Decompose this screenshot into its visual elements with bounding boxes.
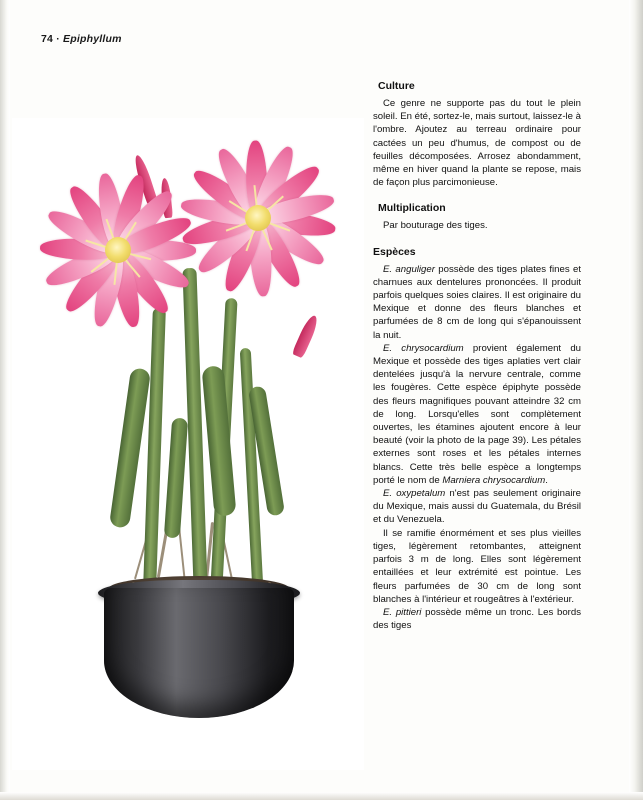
flat-stem-blade	[164, 418, 188, 539]
photo-composition	[12, 118, 364, 770]
section-spacer	[373, 233, 581, 246]
paragraph-multiplication-1: Par bouturage des tiges.	[383, 220, 488, 232]
scan-edge-right	[629, 0, 643, 800]
flower-center	[105, 237, 131, 263]
paragraph-culture-1: Ce genre ne supporte pas du tout le plein soleil. En été, sortez-le, mais surtout, laissez-le à l'ombre. Ajoutez au terreau ordinaire pour cactées un peu d'humus, de compost ou de feuilles décomposées. Arrosez abondamment, même en hiver quand la plante se repose, mais de façon plus parcimonieuse.	[373, 98, 581, 189]
flat-stem-blade	[109, 367, 151, 528]
header-genus-name: Epiphyllum	[63, 33, 122, 45]
flower-bud	[292, 313, 321, 358]
page-number: 74	[41, 33, 54, 45]
paragraph-especes-4: Il se ramifie énormément et ses plus vieilles tiges, légèrement retombantes, atteignent parfois 3 m de long. Elles sont légèrement entaillées et leur extrémité est pointue. Les fleurs parfumées de 30 cm de long sont blanches à l'intérieur et rougeâtres à l'extérieur.	[373, 527, 581, 605]
paragraph-especes-2: E. chrysocardium provient également du Mexique et possède des tiges aplaties vert clair dentelées jusqu'à la nervure centrale, comme les fougères. Cette espèce épiphyte possède des fleurs magnifiques pouvant atteindre 32 cm de long. Lorsqu'elles sont complètement ouvertes, les étamines ajoutent encore à leur beauté (voir la photo de la page 39). Les pétales externes sont roses et les pétales internes blancs. Cette très belle espèce a longtemps porté le nom de Marniera chrysocardium.	[373, 342, 581, 486]
heading-culture: Culture	[378, 80, 415, 92]
header-separator: ·	[56, 33, 60, 45]
text-column	[373, 80, 581, 632]
flower-center	[245, 205, 271, 231]
scan-edge-left	[0, 0, 10, 800]
paragraph-especes-1: E. anguliger possède des tiges plates fines et charnues aux dentelures prononcées. Il produit parfois quelques soies claires. Il est originaire du Mexique et donne des fleurs blanches et parfumées de 8 cm de long qui s'épanouissent la nuit.	[373, 263, 581, 341]
plant-photograph	[12, 118, 364, 770]
plant-pot	[104, 588, 294, 718]
heading-multiplication: Multiplication	[378, 202, 446, 215]
paragraph-especes-5: E. pittieri possède même un tronc. Les bords des tiges	[373, 606, 581, 632]
paragraph-especes-3: E. oxypetalum n'est pas seulement originaire du Mexique, mais aussi du Guatemala, du Brésil et du Venezuela.	[373, 488, 581, 526]
scan-edge-bottom	[0, 792, 643, 800]
running-header	[41, 33, 122, 45]
section-spacer	[373, 189, 581, 202]
heading-especes: Espèces	[373, 245, 416, 258]
